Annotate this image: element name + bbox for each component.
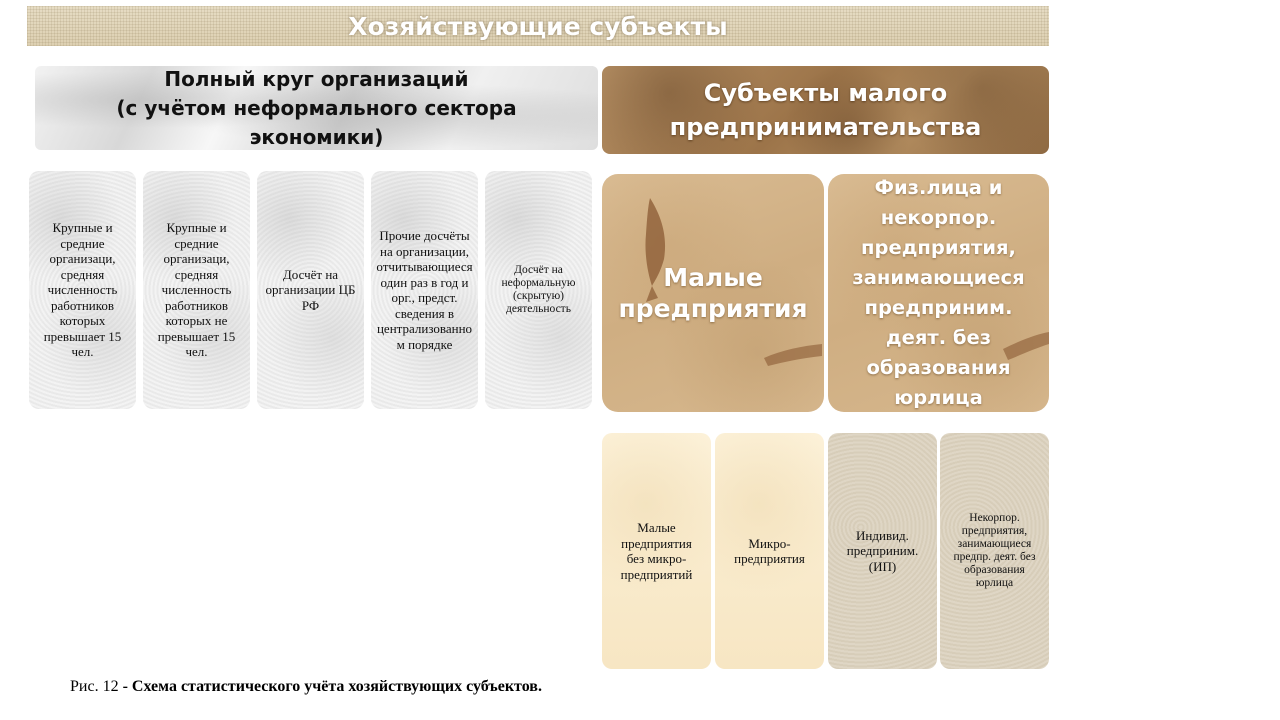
card-text: Крупные и средние организаци, средняя численность работников которых превышает 15 чел. [43, 220, 122, 360]
small-business-header [602, 66, 1049, 154]
unincorporated-enterprises-card [940, 433, 1049, 669]
small-business-title: Субъекты малого предпринимательства [669, 79, 982, 141]
micro-enterprises-card [715, 433, 824, 669]
card-text: Индивид. предприним. (ИП) [846, 527, 919, 574]
other-estimates-card [371, 171, 478, 409]
small-enterprises-card [602, 174, 824, 412]
informal-activity-card [485, 171, 592, 409]
card-text: Прочие досчёты на организации, отчитывающиеся один раз в год и орг., предст. сведения в централизованном порядке [376, 228, 473, 352]
central-bank-card [257, 171, 364, 409]
large-medium-over-15-card [29, 171, 136, 409]
individual-entrepreneurs-card [828, 433, 937, 669]
individuals-card [828, 174, 1049, 412]
card-text: Микро- предприятия [734, 535, 805, 566]
small-enterprises-title: Малые предприятия [618, 263, 808, 323]
full-organizations-title: Полный круг организаций (с учётом неформального сектора экономики) [116, 66, 517, 149]
individuals-title: Физ.лица и некорпор. предприятия, занимающиеся предприним. деят. без образования юрлица [852, 176, 1025, 409]
card-text: Малые предприятия без микро- предприятий [620, 520, 693, 582]
card-text: Крупные и средние организаци, средняя численность работников которых не превышает 15 чел. [157, 220, 236, 360]
title-banner [27, 6, 1049, 46]
figure-caption [70, 678, 542, 696]
card-text: Некорпор. предприятия, занимающиеся предпр. деят. без образования юрлица [953, 512, 1036, 589]
caption-text: - Схема статистического учёта хозяйствующих субъектов. [122, 678, 542, 695]
small-without-micro-card [602, 433, 711, 669]
large-medium-under-15-card [143, 171, 250, 409]
caption-prefix: Рис. 12 [70, 678, 119, 695]
card-text: Досчёт на неформальную (скрытую) деятельность [501, 264, 576, 315]
card-text: Досчёт на организации ЦБ РФ [265, 266, 356, 313]
full-organizations-header [35, 66, 598, 150]
banner-title: Хозяйствующие субъекты [348, 11, 728, 41]
